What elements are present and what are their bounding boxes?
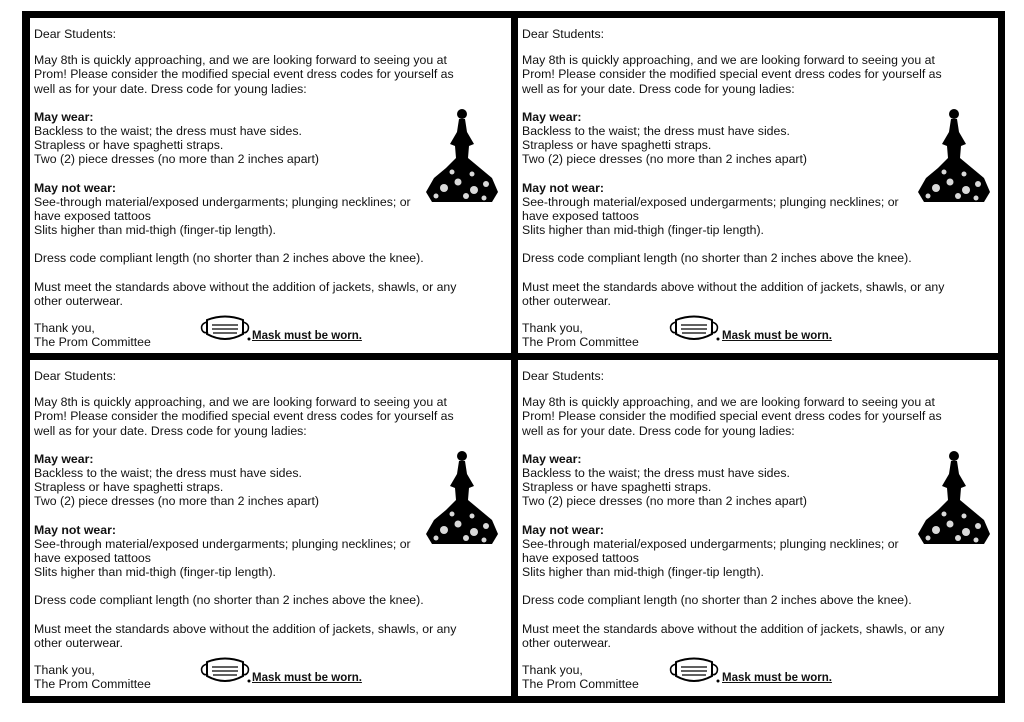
may-not-wear-heading: May not wear:	[34, 522, 116, 537]
may-not-wear-item: Slits higher than mid-thigh (finger-tip length).	[522, 565, 764, 580]
intro-paragraph: May 8th is quickly approaching, and we are looking forward to seeing you at Prom! Please consider the modified special event dress codes for yourself as well as for your date. Dress code for young ladies:	[522, 53, 942, 96]
greeting: Dear Students:	[522, 27, 605, 41]
may-wear-item: Two (2) piece dresses (no more than 2 inches apart)	[522, 494, 808, 509]
outerwear-rule: Must meet the standards above without the addition of jackets, shawls, or any other outerwear.	[34, 279, 457, 308]
closing: Thank you,	[522, 663, 583, 677]
may-wear-item: Two (2) piece dresses (no more than 2 inches apart)	[34, 152, 320, 167]
may-wear-item: Backless to the waist; the dress must have sides.	[34, 466, 302, 481]
greeting: Dear Students:	[522, 369, 605, 383]
outerwear-rule: Must meet the standards above without the addition of jackets, shawls, or any other outerwear.	[522, 279, 945, 308]
length-rule: Dress code compliant length (no shorter than 2 inches above the knee).	[34, 593, 424, 608]
intro-paragraph: May 8th is quickly approaching, and we are looking forward to seeing you at Prom! Please consider the modified special event dress codes for yourself as well as for your date. Dress code for young ladies:	[34, 53, 454, 96]
flyer-sheet	[22, 11, 1005, 703]
dress-silhouette-icon	[422, 448, 502, 548]
signature-block	[522, 321, 639, 349]
length-rule: Dress code compliant length (no shorter than 2 inches above the knee).	[522, 251, 912, 266]
may-wear-heading: May wear:	[34, 451, 94, 466]
closing: Thank you,	[34, 321, 95, 335]
signature-block	[34, 321, 151, 349]
may-not-wear-item: See-through material/exposed undergarments; plunging necklines; or have exposed tattoos	[34, 536, 411, 566]
flyer-card-2	[518, 18, 998, 353]
may-not-wear-item: Slits higher than mid-thigh (finger-tip length).	[34, 223, 276, 238]
outerwear-rule: Must meet the standards above without the addition of jackets, shawls, or any other outerwear.	[34, 621, 457, 650]
mask-notice: Mask must be worn.	[252, 330, 362, 342]
flyer-card-1	[30, 18, 511, 353]
outerwear-rule: Must meet the standards above without the addition of jackets, shawls, or any other outerwear.	[522, 621, 945, 650]
greeting: Dear Students:	[34, 369, 117, 383]
may-wear-item: Two (2) piece dresses (no more than 2 inches apart)	[34, 494, 320, 509]
flyer-card-4	[518, 360, 998, 696]
mask-notice: Mask must be worn.	[252, 672, 362, 684]
may-wear-item: Backless to the waist; the dress must have sides.	[34, 124, 302, 139]
signature: The Prom Committee	[522, 335, 639, 350]
closing: Thank you,	[34, 663, 95, 677]
may-not-wear-item: See-through material/exposed undergarments; plunging necklines; or have exposed tattoos	[522, 194, 899, 224]
dress-silhouette-icon	[914, 106, 994, 206]
signature: The Prom Committee	[34, 335, 151, 350]
may-not-wear-item: Slits higher than mid-thigh (finger-tip length).	[522, 223, 764, 238]
may-wear-item: Strapless or have spaghetti straps.	[34, 138, 224, 153]
dress-silhouette-icon	[422, 106, 502, 206]
signature: The Prom Committee	[34, 677, 151, 692]
mask-notice: Mask must be worn.	[722, 672, 832, 684]
may-not-wear-item: See-through material/exposed undergarments; plunging necklines; or have exposed tattoos	[34, 194, 411, 224]
closing: Thank you,	[522, 321, 583, 335]
face-mask-icon	[199, 656, 251, 686]
signature: The Prom Committee	[522, 677, 639, 692]
may-not-wear-heading: May not wear:	[522, 180, 604, 195]
letter-body	[522, 369, 952, 650]
may-wear-item: Strapless or have spaghetti straps.	[34, 480, 224, 495]
may-wear-item: Backless to the waist; the dress must have sides.	[522, 466, 790, 481]
face-mask-icon	[668, 656, 720, 686]
may-not-wear-heading: May not wear:	[34, 180, 116, 195]
may-not-wear-heading: May not wear:	[522, 522, 604, 537]
letter-body	[34, 27, 464, 308]
may-wear-item: Strapless or have spaghetti straps.	[522, 138, 712, 153]
may-wear-item: Backless to the waist; the dress must have sides.	[522, 124, 790, 139]
may-wear-heading: May wear:	[522, 109, 582, 124]
mask-notice: Mask must be worn.	[722, 330, 832, 342]
greeting: Dear Students:	[34, 27, 117, 41]
signature-block	[34, 663, 151, 691]
intro-paragraph: May 8th is quickly approaching, and we are looking forward to seeing you at Prom! Please consider the modified special event dress codes for yourself as well as for your date. Dress code for young ladies:	[522, 395, 942, 438]
may-wear-item: Two (2) piece dresses (no more than 2 inches apart)	[522, 152, 808, 167]
may-wear-heading: May wear:	[34, 109, 94, 124]
signature-block	[522, 663, 639, 691]
letter-body	[34, 369, 464, 650]
length-rule: Dress code compliant length (no shorter than 2 inches above the knee).	[522, 593, 912, 608]
flyer-card-3	[30, 360, 511, 696]
face-mask-icon	[199, 314, 251, 344]
may-wear-item: Strapless or have spaghetti straps.	[522, 480, 712, 495]
may-not-wear-item: See-through material/exposed undergarments; plunging necklines; or have exposed tattoos	[522, 536, 899, 566]
may-wear-heading: May wear:	[522, 451, 582, 466]
dress-silhouette-icon	[914, 448, 994, 548]
length-rule: Dress code compliant length (no shorter than 2 inches above the knee).	[34, 251, 424, 266]
face-mask-icon	[668, 314, 720, 344]
letter-body	[522, 27, 952, 308]
may-not-wear-item: Slits higher than mid-thigh (finger-tip length).	[34, 565, 276, 580]
intro-paragraph: May 8th is quickly approaching, and we are looking forward to seeing you at Prom! Please consider the modified special event dress codes for yourself as well as for your date. Dress code for young ladies:	[34, 395, 454, 438]
